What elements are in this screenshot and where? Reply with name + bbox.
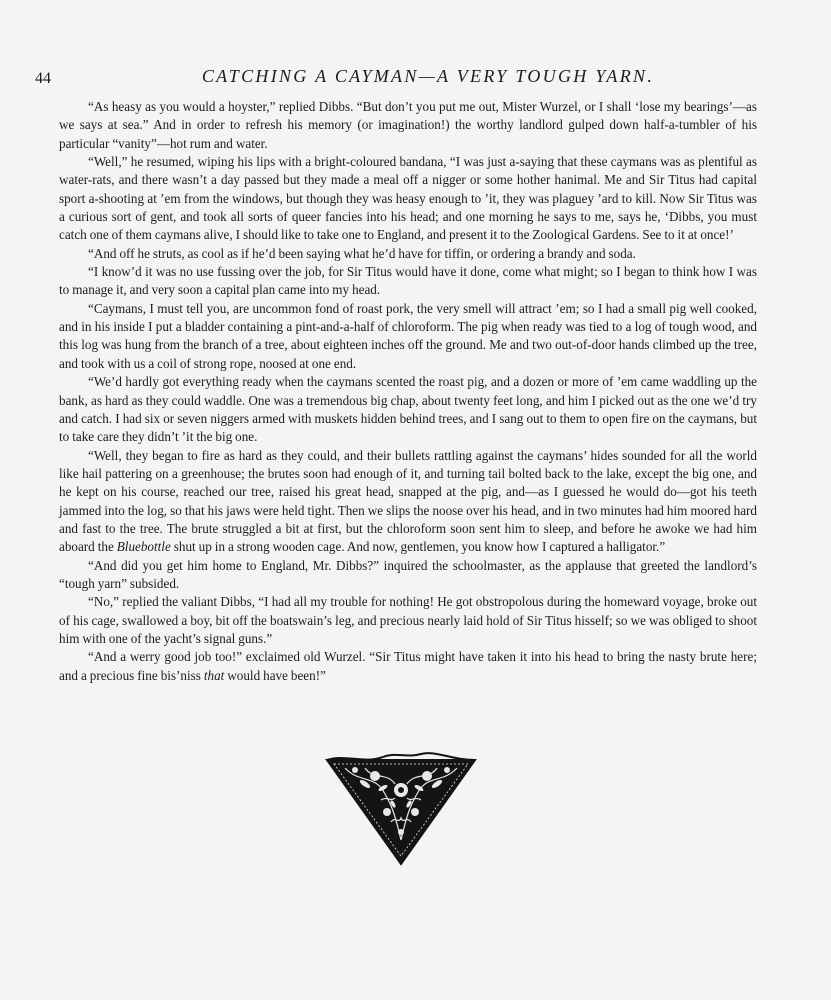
paragraph-text: “Well, they began to fire as hard as they could, and their bullets rattling against the caymans’ hides sounded for all the world like hail pattering on a greenhouse; the brutes soon had enough of it, and turning tail bolted back to the lake, except the big one, and he kept on his course, reached our tree, raised his great head, snapped at the pig, and—as I guessed he would do—got his teeth jammed into the log, so that his jaws were held tight. Then we slips the noose over his head, and in two minutes had him moored hard and fast to the tree. The brute struggled a bit at first, but the chloroform soon sent him to sleep, and before he awoke we had him aboard the (59, 447, 757, 555)
ornament-top-edge (327, 753, 475, 760)
paragraph: “Well,” he resumed, wiping his lips with a bright-coloured bandana, “I was just a-saying that these caymans was as plentiful as water-rats, and there wasn’t a day passed but they made a meal off a nigger or some hother hanimal. Me and Sir Titus had capital sport a-shooting at ’em from the windows, but though they was heasy enough to ’it, they was plaguey ’ard to kill. Now Sir Titus was a curious sort of gent, and took all sorts of queer fancies into his head; and one morning he says to me, says he, ‘Dibbs, you must catch one of them caymans alive, I should like to take one to England, and present it to the Zoological Gardens. See to it at once!’ (59, 154, 757, 243)
ship-name: Bluebottle (116, 539, 171, 555)
paragraph (59, 447, 757, 557)
paragraph: “I know’d it was no use fussing over the job, for Sir Titus would have it done, come what might; so I began to think how I was to manage it, and very soon a capital plan came into my head. (59, 264, 757, 298)
page-header (30, 66, 800, 90)
page-number: 44 (35, 70, 51, 87)
paragraph-text-end: would have been!” (224, 667, 326, 683)
ornament-triangle (327, 760, 475, 864)
paragraph: “No,” replied the valiant Dibbs, “I had all my trouble for nothing! He got obstropolous during the homeward voyage, broke out of his cage, swallowed a boy, bit off the boatswain’s leg, and precious nearly laid hold of Sir Titus hisself; so we was obliged to shoot him with one of the yacht’s signal guns.” (59, 594, 757, 646)
paragraph-text: “And a werry good job too!” exclaimed old Wurzel. “Sir Titus might have taken it into his head to bring the nasty brute here; and a precious fine bis’niss (59, 649, 757, 683)
running-title: CATCHING A CAYMAN—A VERY TOUGH YARN. (201, 66, 655, 86)
floral-triangle-tailpiece-icon (325, 744, 477, 868)
paragraph (59, 648, 757, 685)
paragraph: “Caymans, I must tell you, are uncommon fond of roast pork, the very smell will attract ’em; so I had a small pig well cooked, and in his inside I put a bladder containing a pint-and-a-half of chloroform. The pig when ready was tied to a log of tough wood, and this log was hung from the branch of a tree, about eighteen inches off the ground. Me and two out-of-door hands climbed up the tree, and took with us a coil of strong rope, noosed at one end. (59, 300, 757, 371)
paragraph: “And did you get him home to England, Mr. Dibbs?” inquired the schoolmaster, as the applause that greeted the landlord’s “tough yarn” subsided. (59, 557, 757, 591)
paragraph: “As heasy as you would a hoyster,” replied Dibbs. “But don’t you put me out, Mister Wurzel, or I shall ‘lose my bearings’—as we says at sea.” And in order to refresh his memory (or imagination!) the worthy landlord gulped down half-a-tumbler of his particular “vanity”—hot rum and water. (59, 99, 757, 151)
paragraph: “And off he struts, as cool as if he’d been saying what he’d have for tiffin, or ordering a brandy and soda. (88, 245, 636, 261)
story-text (59, 98, 757, 685)
emphasized-word: that (203, 667, 225, 683)
paragraph-text-end: shut up in a strong wooden cage. And now, gentlemen, you know how I captured a halligator.” (170, 539, 666, 555)
paragraph: “We’d hardly got everything ready when the caymans scented the roast pig, and a dozen or more of ’em came waddling up the bank, as hard as they could waddle. One was a tremendous big chap, about twenty feet long, and him I picked out as the one we’d try and catch. I had six or seven niggers armed with muskets hidden behind trees, and I sang out to them to open fire on the caymans, but to take care they didn’t ’it the big one. (59, 374, 757, 445)
ornament-svg (325, 744, 477, 868)
